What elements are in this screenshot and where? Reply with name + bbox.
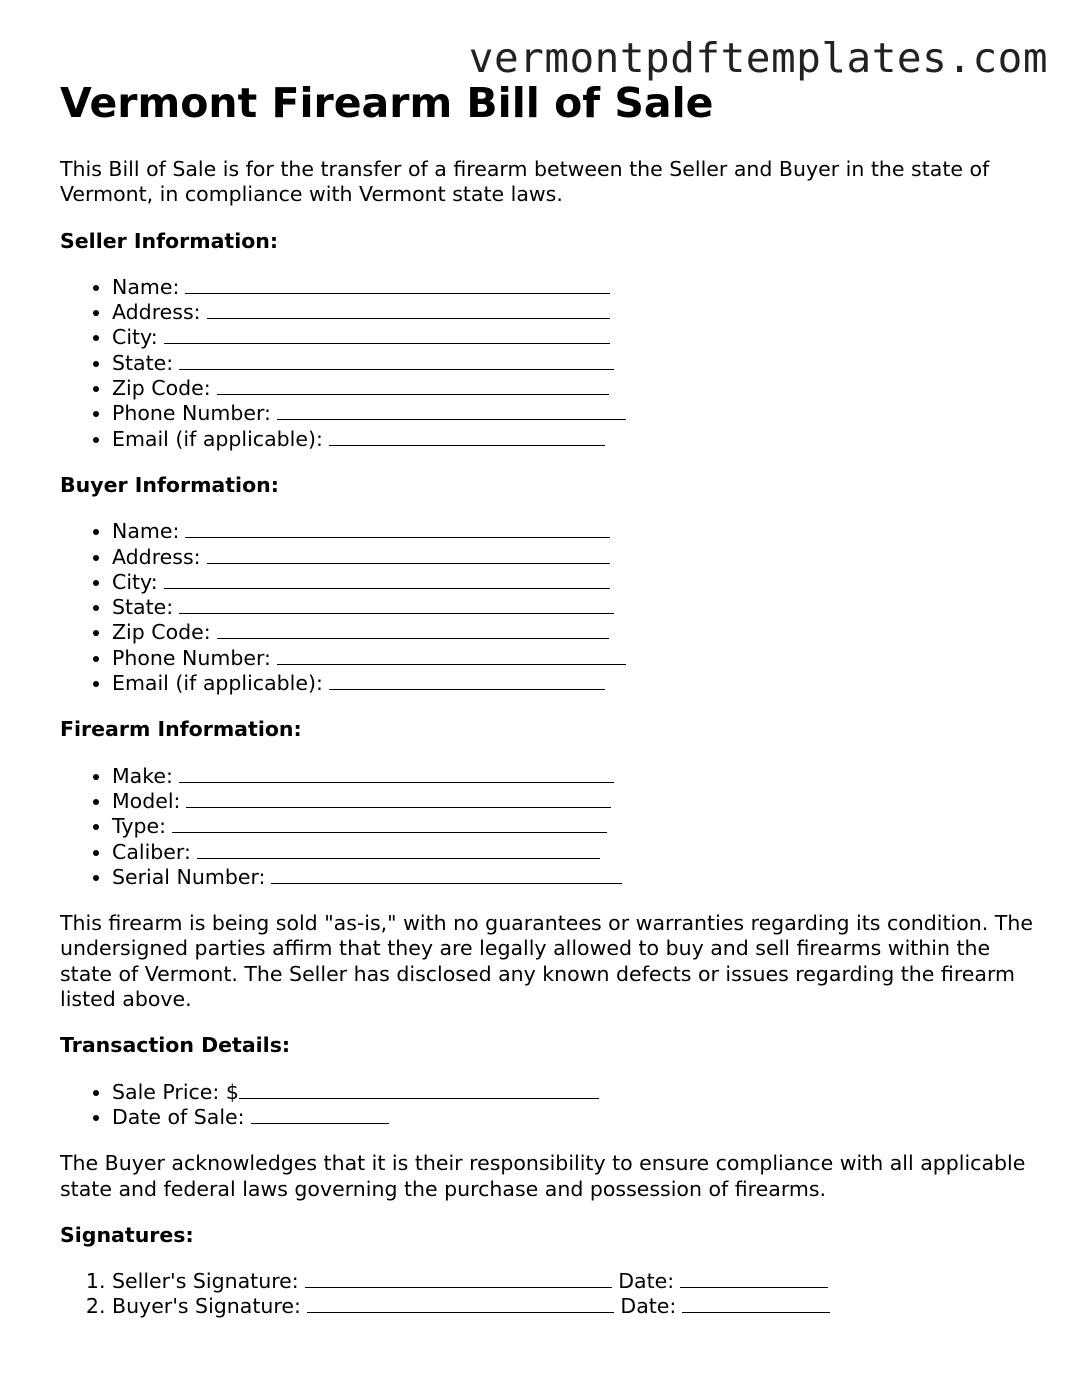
buyer-name-field[interactable]: • Name: [112, 519, 1040, 544]
sale-price-blank[interactable] [239, 1080, 599, 1099]
firearm-model-blank[interactable] [186, 789, 611, 808]
page-title: Vermont Firearm Bill of Sale [60, 79, 714, 127]
seller-field-list [60, 275, 1040, 452]
buyer-heading: Buyer Information: [60, 472, 279, 497]
sale-price-field[interactable]: • Sale Price: $ [112, 1080, 1040, 1105]
seller-phone-blank[interactable] [277, 401, 626, 420]
date-of-sale-blank[interactable] [251, 1105, 389, 1124]
seller-heading: Seller Information: [60, 228, 279, 253]
buyer-phone-blank[interactable] [277, 646, 626, 665]
seller-state-field[interactable]: • State: [112, 351, 1040, 376]
seller-phone-field[interactable]: • Phone Number: [112, 401, 1040, 426]
intro-paragraph: This Bill of Sale is for the transfer of a firearm between the Seller and Buyer in the state of Vermont, in compliance with Vermont state laws. [60, 157, 990, 207]
seller-signature-blank[interactable] [305, 1269, 612, 1288]
buyer-email-blank[interactable] [329, 671, 605, 690]
seller-state-blank[interactable] [179, 351, 614, 370]
site-watermark: vermontpdftemplates.com [468, 34, 1048, 82]
compliance-paragraph: The Buyer acknowledges that it is their responsibility to ensure compliance with all applicable state and federal laws governing the purchase and possession of firearms. [60, 1151, 1026, 1201]
seller-zip-blank[interactable] [217, 376, 609, 395]
seller-name-blank[interactable] [185, 275, 610, 294]
firearm-serial-field[interactable]: • Serial Number: [112, 865, 1040, 890]
firearm-make-field[interactable]: • Make: [112, 764, 1040, 789]
transaction-field-list [60, 1080, 1040, 1131]
buyer-zip-blank[interactable] [217, 620, 609, 639]
buyer-phone-field[interactable]: • Phone Number: [112, 646, 1040, 671]
signatures-heading: Signatures: [60, 1222, 194, 1247]
firearm-type-field[interactable]: • Type: [112, 814, 1040, 839]
seller-zip-field[interactable]: • Zip Code: [112, 376, 1040, 401]
firearm-type-blank[interactable] [172, 814, 607, 833]
firearm-model-field[interactable]: • Model: [112, 789, 1040, 814]
transaction-heading: Transaction Details: [60, 1033, 291, 1058]
firearm-field-list [60, 764, 1040, 890]
firearm-heading: Firearm Information: [60, 717, 302, 742]
firearm-serial-blank[interactable] [271, 865, 622, 884]
seller-email-blank[interactable] [329, 427, 605, 446]
buyer-state-blank[interactable] [179, 595, 614, 614]
seller-name-field[interactable]: • Name: [112, 275, 1040, 300]
seller-address-field[interactable]: • Address: [112, 300, 1040, 325]
firearm-make-blank[interactable] [179, 764, 614, 783]
seller-city-blank[interactable] [164, 325, 610, 344]
buyer-signature-blank[interactable] [307, 1294, 614, 1313]
seller-address-blank[interactable] [207, 300, 610, 319]
buyer-field-list [60, 519, 1040, 696]
date-of-sale-field[interactable]: • Date of Sale: [112, 1105, 1040, 1130]
buyer-address-field[interactable]: • Address: [112, 545, 1040, 570]
seller-email-field[interactable]: • Email (if applicable): [112, 427, 1040, 452]
document-page [60, 78, 1040, 1320]
buyer-address-blank[interactable] [207, 545, 610, 564]
buyer-email-field[interactable]: • Email (if applicable): [112, 671, 1040, 696]
seller-signature-line[interactable]: 1. Seller's Signature: Date: [112, 1269, 1040, 1294]
signature-list [60, 1269, 1040, 1320]
as-is-paragraph: This firearm is being sold "as-is," with no guarantees or warranties regarding its condition. The undersigned parties affirm that they are legally allowed to buy and sell firearms within the state of Vermont. The Seller has disclosed any known defects or issues regarding the firearm listed above. [60, 911, 1033, 1012]
buyer-date-blank[interactable] [682, 1294, 830, 1313]
buyer-signature-line[interactable]: 2. Buyer's Signature: Date: [112, 1294, 1040, 1319]
buyer-city-field[interactable]: • City: [112, 570, 1040, 595]
buyer-name-blank[interactable] [185, 519, 610, 538]
buyer-zip-field[interactable]: • Zip Code: [112, 620, 1040, 645]
buyer-state-field[interactable]: • State: [112, 595, 1040, 620]
firearm-caliber-blank[interactable] [197, 840, 600, 859]
seller-date-blank[interactable] [680, 1269, 828, 1288]
buyer-city-blank[interactable] [164, 570, 610, 589]
firearm-caliber-field[interactable]: • Caliber: [112, 840, 1040, 865]
seller-city-field[interactable]: • City: [112, 325, 1040, 350]
